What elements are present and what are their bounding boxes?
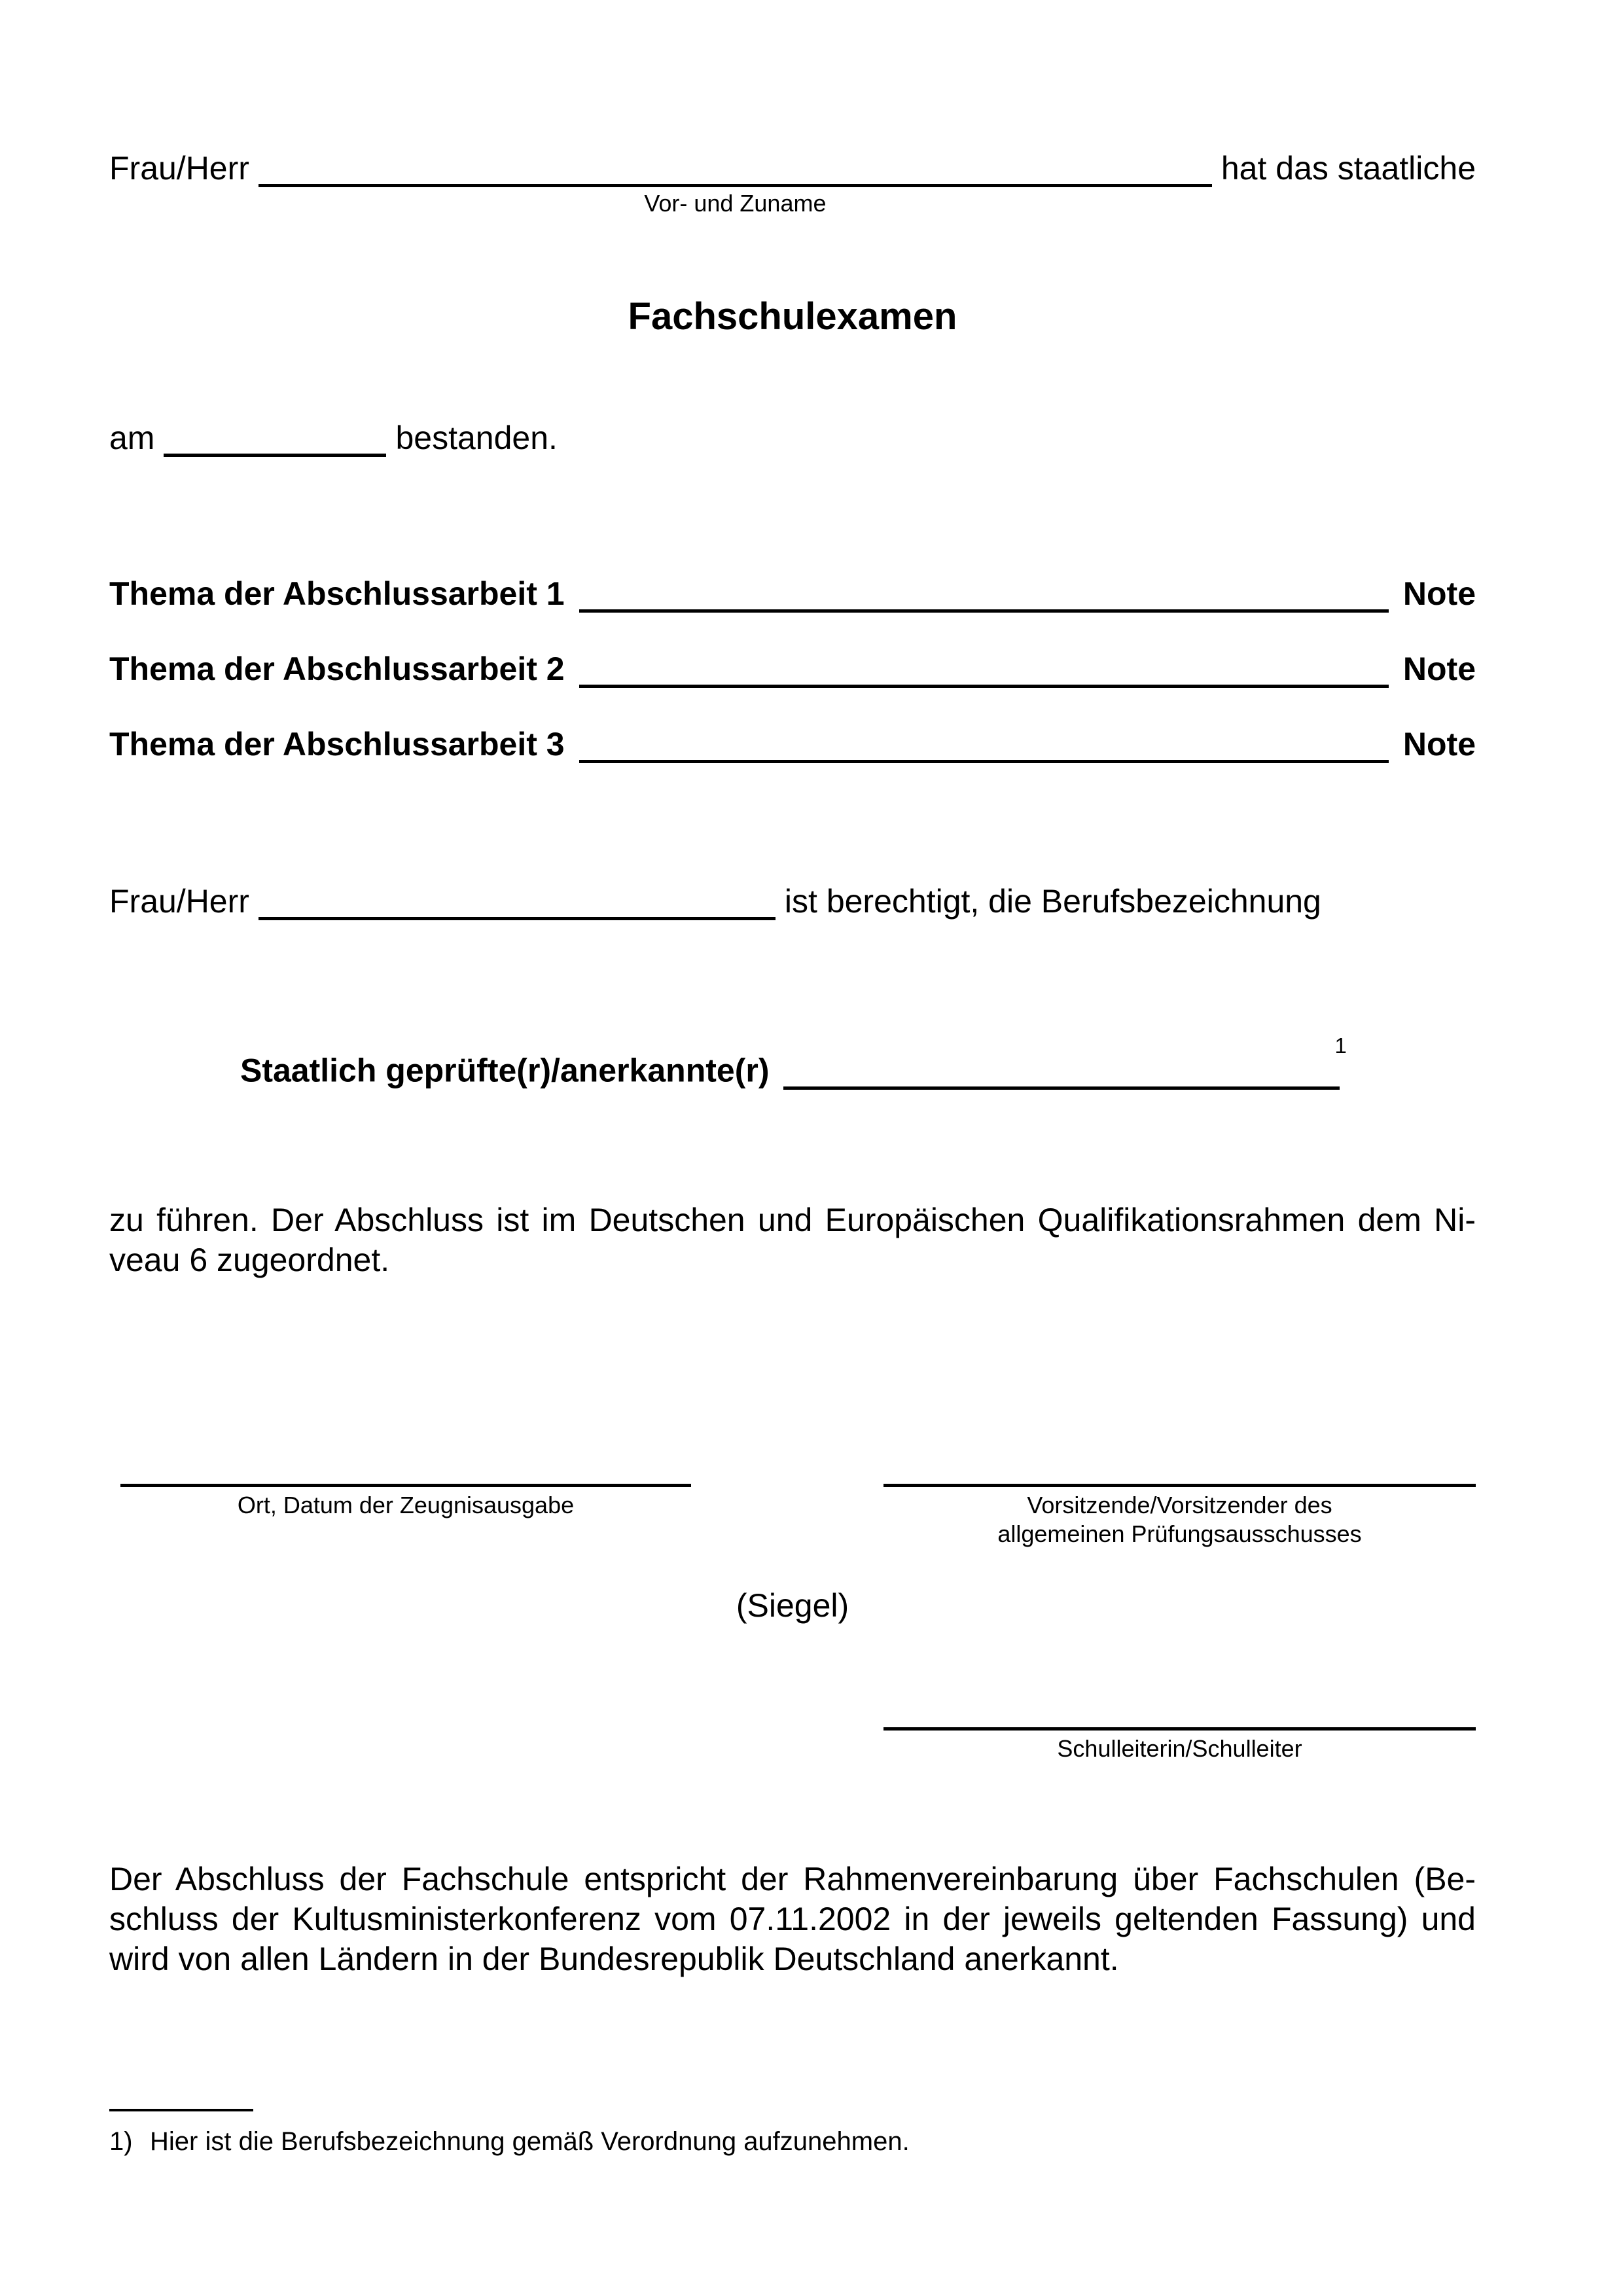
footnote-divider: [109, 2109, 253, 2111]
document-title: Fachschulexamen: [628, 295, 957, 338]
recognition-paragraph-line-3: wird von allen Ländern in der Bundesrepublik Deutschland anerkannt.: [109, 1940, 1119, 1977]
thesis-topic-field-1[interactable]: [579, 575, 1389, 613]
designation-field-line[interactable]: [783, 1057, 1340, 1090]
entitlement-name-field-line[interactable]: [259, 888, 776, 920]
name-line-suffix: hat das staatliche: [1221, 150, 1476, 187]
footnote-item: [109, 2126, 1476, 2157]
signature-principal-caption: Schulleiterin/Schulleiter: [1057, 1734, 1302, 1762]
thesis-note-label-1: Note: [1402, 575, 1476, 612]
footnote-text: Hier ist die Berufsbezeichnung gemäß Verordnung aufzunehmen.: [150, 2127, 910, 2156]
thesis-row-3: [109, 725, 1476, 763]
qualification-paragraph-line-2: veau 6 zugeordnet.: [109, 1241, 390, 1278]
thesis-label-1: Thema der Abschlussarbeit 1: [109, 575, 565, 612]
entitlement-line: [109, 882, 1476, 920]
exam-date-line: [109, 419, 1476, 457]
thesis-row-2: [109, 650, 1476, 688]
signature-chairperson[interactable]: [883, 1484, 1476, 1549]
qualification-paragraph: [109, 1200, 1476, 1280]
thesis-label-3: Thema der Abschlussarbeit 3: [109, 726, 565, 762]
thesis-row-1: [109, 575, 1476, 613]
name-field-line[interactable]: [259, 149, 1212, 217]
signature-chairperson-caption-1: Vorsitzende/Vorsitzender des: [1027, 1491, 1332, 1518]
designation-footnote-ref: 1: [1334, 1033, 1347, 1058]
principal-signature-row: [109, 1727, 1476, 1763]
certificate-content: [109, 0, 1476, 1979]
thesis-topic-field-2[interactable]: [579, 650, 1389, 688]
designation-line: [109, 1033, 1476, 1090]
name-line: [109, 149, 1476, 217]
signature-place-date-caption: Ort, Datum der Zeugnisausgabe: [237, 1491, 575, 1518]
thesis-note-label-3: Note: [1402, 726, 1476, 762]
footnote-marker: 1): [109, 2127, 133, 2156]
entitlement-suffix: ist berechtigt, die Berufsbezeichnung: [784, 883, 1321, 920]
thesis-section: [109, 575, 1476, 763]
entitlement-prefix: Frau/Herr: [109, 883, 249, 920]
signature-principal[interactable]: [883, 1727, 1476, 1763]
exam-date-field-line[interactable]: [164, 424, 386, 457]
footnote-section: [109, 2109, 1476, 2157]
recognition-paragraph-line-1: Der Abschluss der Fachschule entspricht der Rahmenvereinbarung über Fachschulen (Be-: [109, 1860, 1476, 1897]
thesis-note-label-2: Note: [1402, 651, 1476, 687]
thesis-label-2: Thema der Abschlussarbeit 2: [109, 651, 565, 687]
name-line-prefix: Frau/Herr: [109, 150, 249, 187]
signature-section: [109, 1484, 1476, 1549]
thesis-topic-field-3[interactable]: [579, 725, 1389, 763]
name-field-caption: Vor- und Zuname: [644, 190, 827, 217]
recognition-paragraph-line-2: schluss der Kultusministerkonferenz vom 07.11.2002 in der jeweils geltenden Fassung) und: [109, 1900, 1476, 1937]
seal-placeholder: (Siegel): [736, 1587, 849, 1624]
signature-place-date[interactable]: [120, 1484, 691, 1549]
recognition-paragraph: [109, 1859, 1476, 1979]
exam-date-suffix: bestanden.: [395, 420, 558, 456]
signature-chairperson-caption-2: allgemeinen Prüfungsausschusses: [997, 1520, 1362, 1547]
exam-date-prefix: am: [109, 420, 155, 456]
designation-label: Staatlich geprüfte(r)/anerkannte(r): [240, 1052, 770, 1089]
qualification-paragraph-line-1: zu führen. Der Abschluss ist im Deutschen und Europäischen Qualifikationsrahmen dem Ni-: [109, 1201, 1476, 1238]
